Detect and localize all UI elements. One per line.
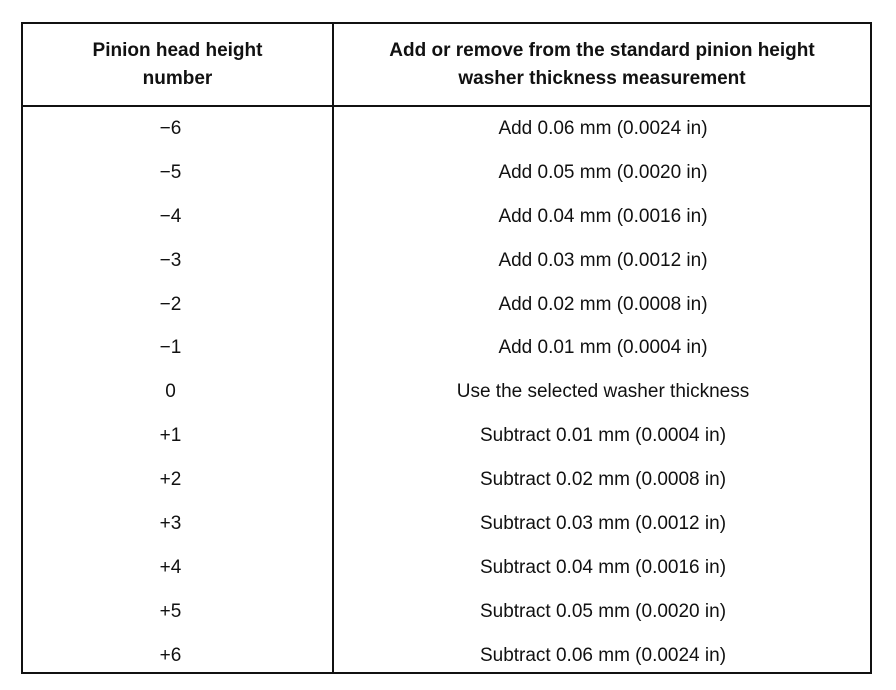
pinion-number-cell: +2 bbox=[159, 469, 182, 491]
pinion-height-table bbox=[21, 22, 872, 674]
adjustment-cell: Add 0.05 mm (0.0020 in) bbox=[498, 161, 708, 183]
table-row bbox=[23, 239, 870, 283]
adjustment-cell: Add 0.03 mm (0.0012 in) bbox=[498, 249, 708, 271]
adjustment-cell: Add 0.01 mm (0.0004 in) bbox=[498, 337, 708, 359]
header-adjustment bbox=[334, 24, 870, 105]
adjustment-cell: Subtract 0.01 mm (0.0004 in) bbox=[479, 425, 727, 447]
table-row bbox=[23, 151, 870, 195]
pinion-number-cell: −4 bbox=[159, 205, 182, 227]
adjustment-cell: Add 0.02 mm (0.0008 in) bbox=[498, 293, 708, 315]
adjustment-cell: Subtract 0.05 mm (0.0020 in) bbox=[479, 600, 727, 622]
pinion-number-cell: +4 bbox=[159, 556, 182, 578]
table-row bbox=[23, 414, 870, 458]
adjustment-cell: Subtract 0.04 mm (0.0016 in) bbox=[479, 556, 727, 578]
header-pinion-number-line2: number bbox=[142, 67, 213, 89]
adjustment-cell: Use the selected washer thickness bbox=[456, 381, 750, 403]
adjustment-cell: Subtract 0.03 mm (0.0012 in) bbox=[479, 512, 727, 534]
pinion-number-cell: +1 bbox=[159, 425, 182, 447]
header-adjustment-line1: Add or remove from the standard pinion height bbox=[389, 39, 815, 61]
table-row bbox=[23, 370, 870, 414]
adjustment-cell: Subtract 0.06 mm (0.0024 in) bbox=[479, 644, 727, 666]
header-adjustment-line2: washer thickness measurement bbox=[458, 67, 746, 89]
pinion-number-cell: −2 bbox=[159, 293, 182, 315]
pinion-number-cell: +5 bbox=[159, 600, 182, 622]
header-pinion-number-line1: Pinion head height bbox=[92, 39, 263, 61]
table-row bbox=[23, 283, 870, 327]
adjustment-cell: Add 0.04 mm (0.0016 in) bbox=[498, 205, 708, 227]
adjustment-cell: Add 0.06 mm (0.0024 in) bbox=[498, 117, 708, 139]
pinion-number-cell: +3 bbox=[159, 512, 182, 534]
pinion-number-cell: −1 bbox=[159, 337, 182, 359]
table-row bbox=[23, 634, 870, 678]
table-body bbox=[23, 107, 870, 678]
pinion-number-cell: 0 bbox=[165, 381, 176, 403]
table-row bbox=[23, 590, 870, 634]
pinion-number-cell: −5 bbox=[159, 161, 182, 183]
adjustment-cell: Subtract 0.02 mm (0.0008 in) bbox=[479, 469, 727, 491]
table-row bbox=[23, 458, 870, 502]
table-row bbox=[23, 326, 870, 370]
table-row bbox=[23, 502, 870, 546]
pinion-number-cell: +6 bbox=[159, 644, 182, 666]
pinion-number-cell: −6 bbox=[159, 117, 182, 139]
header-pinion-number bbox=[23, 24, 332, 105]
table-row bbox=[23, 107, 870, 151]
table-row bbox=[23, 546, 870, 590]
pinion-number-cell: −3 bbox=[159, 249, 182, 271]
table-row bbox=[23, 195, 870, 239]
